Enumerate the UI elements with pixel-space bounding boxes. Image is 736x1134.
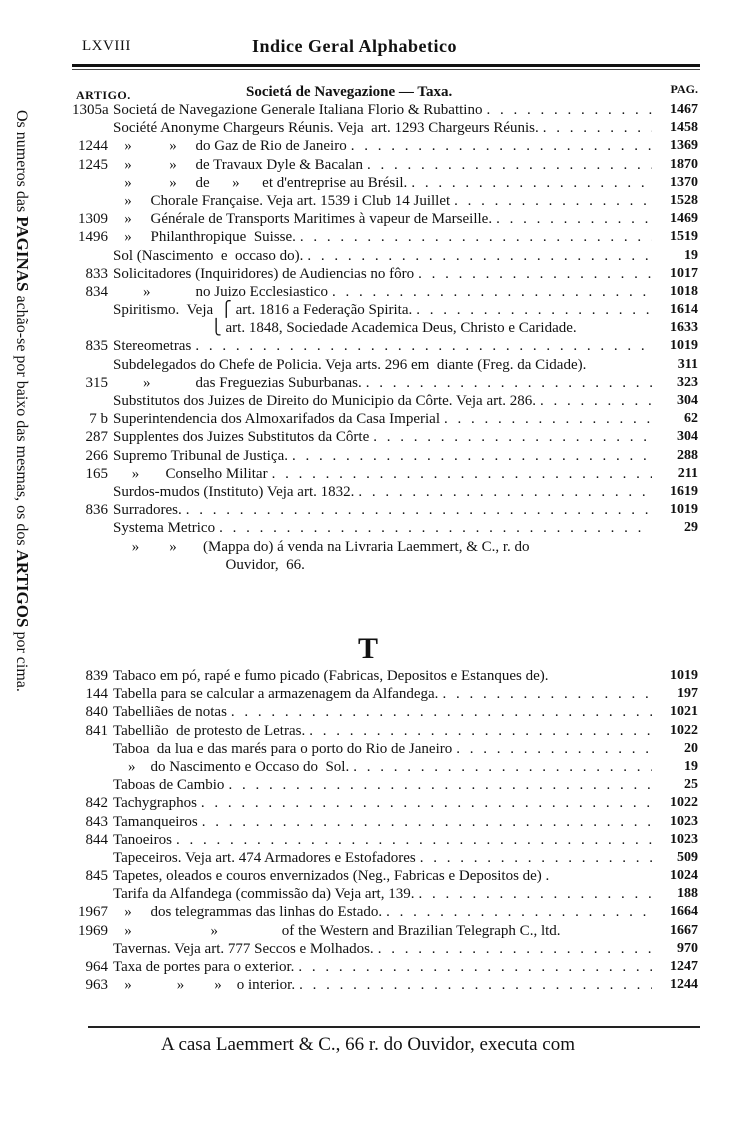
page-number: 1023 (670, 831, 698, 847)
dot-leader (411, 174, 652, 192)
side-note (13, 110, 32, 980)
dot-leader (456, 740, 652, 758)
dot-leader (373, 428, 652, 446)
index-entry (72, 356, 698, 374)
index-entry (72, 538, 698, 556)
page-number: 288 (677, 447, 698, 463)
entry-text: Tarifa da Alfandega (commissão da) Veja art, 139. (113, 886, 415, 903)
entry-text: Superintendencia dos Almoxarifados da Casa Imperial (113, 411, 440, 428)
side-note-text-3: por cima. (13, 627, 30, 692)
page-number: 304 (677, 393, 698, 408)
article-number: 1244 (78, 138, 108, 155)
index-entry (72, 501, 698, 519)
article-number: 315 (85, 374, 108, 391)
page-number: 1369 (670, 138, 698, 154)
page-number: 29 (684, 520, 698, 536)
dot-leader (305, 556, 656, 574)
entry-text: » » of the Western and Brazilian Telegraph C., ltd. (113, 922, 561, 939)
entry-text: » » de Travaux Dyle & Bacalan (113, 156, 363, 173)
article-number: 840 (85, 704, 108, 721)
page-number: 1469 (670, 211, 698, 227)
index-entry (72, 849, 698, 867)
article-number (72, 776, 113, 794)
page-number: 19 (684, 247, 698, 263)
article-number (72, 356, 113, 374)
page-number: 1870 (670, 156, 698, 172)
entry-text: » Philanthropique Suisse. (113, 229, 296, 246)
entry-text: » » » o interior. (113, 977, 296, 994)
dot-leader (351, 137, 652, 155)
dot-leader (496, 210, 652, 228)
article-number (72, 247, 113, 265)
article-number (72, 538, 113, 556)
article-number (72, 940, 113, 958)
entry-text: » » do Gaz de Rio de Janeiro (113, 138, 347, 155)
entry-text: Substitutos dos Juizes de Direito do Municipio da Côrte. Veja art. 286. (113, 393, 537, 409)
article-number: 844 (85, 831, 108, 848)
side-note-paginas: PAGINAS (13, 216, 32, 292)
index-entry (72, 776, 698, 794)
page-number: 1019 (670, 338, 698, 354)
index-entry (72, 174, 698, 192)
article-number: 1309 (78, 211, 108, 228)
index-entry (72, 940, 698, 958)
index-entry (72, 319, 698, 337)
dot-leader (231, 703, 652, 721)
entry-text: Taboa da lua e das marés para o porto do Rio de Janeiro (113, 740, 453, 757)
page-number: 1664 (670, 904, 698, 920)
article-number (72, 119, 113, 137)
article-number (72, 849, 113, 867)
page-number: 304 (677, 429, 698, 445)
section-letter: T (357, 632, 378, 665)
side-note-text-2: achão-se por baixo das mesmas, os dos (13, 291, 30, 550)
dot-leader (176, 831, 652, 849)
entry-text: Sol (Nascimento e occaso do). (113, 247, 304, 264)
page-folio: LXVIII (82, 38, 131, 54)
entry-text: Supremo Tribunal de Justiça. (113, 447, 288, 464)
page-number: 1667 (670, 922, 698, 938)
dot-leader (309, 722, 652, 740)
index-entry (72, 903, 698, 921)
page-number: 1528 (670, 192, 698, 208)
index-entry (72, 740, 698, 758)
dot-leader (272, 465, 652, 483)
index-entry (72, 831, 698, 849)
page-number (656, 538, 698, 556)
page-number: 1024 (670, 868, 698, 884)
index-entry (72, 247, 698, 265)
section-heading: Societá de Navegazione — Taxa. (246, 84, 453, 100)
index-entry (72, 703, 698, 721)
article-number: 1496 (78, 229, 108, 246)
entry-text: » no Juizo Ecclesiastico (113, 283, 328, 300)
article-number (72, 174, 113, 192)
entry-text: » » de » et d'entreprise au Brésil. (113, 174, 408, 191)
article-number: 839 (85, 668, 108, 684)
entry-text: Taboas de Cambio (113, 777, 225, 794)
dot-leader (378, 940, 652, 958)
running-header (82, 36, 700, 60)
entry-text: Tabaco em pó, rapé e fumo picado (Fabricas, Depositos e Estanques de). (113, 668, 549, 684)
index-entry (72, 228, 698, 246)
dot-leader (299, 976, 652, 994)
page-number: 1019 (670, 502, 698, 518)
article-number (72, 556, 113, 574)
article-number: 7 b (89, 411, 108, 428)
entry-text: » das Freguezias Suburbanas. (113, 374, 362, 391)
entry-text: Surradores. (113, 502, 182, 519)
entry-text: Tavernas. Veja art. 777 Seccos e Molhados. (113, 940, 374, 957)
page-number: 1022 (670, 722, 698, 738)
article-number: 836 (85, 502, 108, 519)
entry-text: Societá de Navegazione Generale Italiana Florio & Rubattino (113, 102, 483, 118)
page-number: 211 (677, 465, 698, 481)
page-number: 1021 (670, 704, 698, 720)
article-number: 834 (85, 283, 108, 300)
index-entry (72, 722, 698, 740)
dot-leader (332, 283, 652, 301)
article-number: 144 (85, 686, 108, 703)
page-number: 1019 (670, 668, 698, 683)
artigo-column-header: ARTIGO. (76, 88, 131, 102)
dot-leader (454, 192, 652, 210)
dot-leader (416, 301, 652, 319)
index-entry (72, 958, 698, 976)
dot-leader (367, 156, 652, 174)
index-entry (72, 374, 698, 392)
article-number: 1305a (72, 102, 109, 118)
index-entry (72, 867, 698, 885)
entry-text: Tabellião de protesto de Letras. (113, 722, 306, 739)
dot-leader (353, 758, 652, 776)
index-entry (72, 156, 698, 174)
entry-text: Tapetes, oleados e couros envernizados (Neg., Fabricas e Depositos de) . (113, 868, 550, 885)
page-number: 1022 (670, 795, 698, 811)
dot-leader (418, 885, 652, 903)
dot-leader (549, 867, 656, 885)
article-number: 845 (85, 868, 108, 885)
article-number (72, 192, 113, 210)
dot-leader (366, 374, 652, 392)
article-number (72, 483, 113, 501)
index-entry (72, 465, 698, 483)
entry-text: Spiritismo. Veja ⎧ art. 1816 a Federação Spirita. (113, 302, 413, 319)
article-number: 833 (85, 265, 108, 282)
dot-leader (561, 922, 656, 940)
article-number: 964 (85, 959, 108, 975)
article-number (72, 319, 113, 337)
entry-text: Solicitadores (Inquiridores) de Audiencias no fôro (113, 265, 415, 282)
index-entry (72, 301, 698, 319)
dot-leader (444, 410, 652, 428)
dot-leader (548, 667, 656, 685)
entry-text: » do Nascimento e Occaso do Sol. (113, 758, 350, 775)
index-entry (72, 410, 698, 428)
dot-leader (586, 356, 656, 374)
dot-leader (228, 776, 652, 794)
dot-leader (386, 903, 652, 921)
article-number (72, 740, 113, 758)
dot-leader (298, 958, 652, 976)
entry-text: Tachygraphos (113, 795, 197, 812)
entry-text: Société Anonyme Chargeurs Réunis. Veja art. 1293 Chargeurs Réunis. (113, 120, 539, 137)
entry-text: » » (Mappa do) á venda na Livraria Laemmert, & C., r. do (113, 538, 530, 555)
entry-text: Taxa de portes para o exterior. (113, 959, 295, 975)
index-list-s (72, 101, 698, 574)
entry-text: ⎩ art. 1848, Sociedade Academica Deus, Christo e Caridade. (113, 320, 577, 337)
article-number: 835 (85, 338, 108, 355)
dot-leader (486, 101, 652, 119)
article-number: 165 (85, 465, 108, 482)
entry-text: » Conselho Militar (113, 465, 268, 482)
article-number: 841 (85, 722, 108, 739)
index-entry (72, 101, 698, 119)
index-entry (72, 119, 698, 137)
entry-text: Ouvidor, 66. (113, 556, 305, 573)
article-number (72, 301, 113, 319)
page-title: Indice Geral Alphabetico (252, 36, 457, 56)
page-number: 1519 (670, 229, 698, 245)
footer-advert: A casa Laemmert & C., 66 r. do Ouvidor, executa com (161, 1034, 575, 1055)
page-number (656, 556, 698, 574)
index-entry (72, 885, 698, 903)
page-number: 25 (684, 777, 698, 793)
page-number: 970 (677, 940, 698, 956)
side-note-text-1: Os numeros das (13, 110, 30, 217)
article-number: 842 (85, 795, 108, 812)
index-entry (72, 210, 698, 228)
entry-text: Tapeceiros. Veja art. 474 Armadores e Estofadores (113, 849, 416, 866)
index-entry (72, 758, 698, 776)
dot-leader (577, 319, 656, 337)
entry-text: Tabella para se calcular a armazenagem da Alfandega. (113, 686, 439, 703)
index-entry (72, 667, 698, 685)
index-entry (72, 447, 698, 465)
index-entry (72, 428, 698, 446)
entry-text: » dos telegrammas das linhas do Estado. (113, 904, 383, 921)
index-entry (72, 685, 698, 703)
side-note-artigos: ARTIGOS (13, 549, 32, 628)
entry-text: » Générale de Transports Maritimes à vapeur de Marseille. (113, 211, 493, 228)
entry-text: Stereometras (113, 338, 192, 355)
index-entry (72, 337, 698, 355)
index-entry (72, 483, 698, 501)
page-number: 1017 (670, 265, 698, 281)
article-number (72, 758, 113, 776)
page-number: 1458 (670, 120, 698, 136)
article-number (72, 885, 113, 903)
index-entry (72, 192, 698, 210)
article-number: 1969 (78, 922, 108, 939)
dot-leader (300, 228, 652, 246)
index-entry (72, 976, 698, 994)
index-list-t (72, 667, 698, 994)
article-number: 843 (85, 813, 108, 830)
index-entry (72, 265, 698, 283)
article-number: 1245 (78, 156, 108, 173)
dot-leader (201, 794, 652, 812)
entry-text: Subdelegados do Chefe de Policia. Veja arts. 296 em diante (Freg. da Cidade). (113, 356, 587, 373)
article-number: 1967 (78, 904, 108, 921)
page-number: 1018 (670, 283, 698, 299)
dot-leader (202, 813, 652, 831)
dot-leader (186, 501, 652, 519)
article-number: 266 (85, 447, 108, 464)
dot-leader (540, 392, 652, 410)
page-number: 20 (684, 740, 698, 756)
entry-text: » Chorale Française. Veja art. 1539 i Club 14 Juillet (113, 192, 451, 209)
entry-text: Supplentes dos Juizes Substitutos da Côrte (113, 429, 370, 446)
page-number: 1370 (670, 174, 698, 190)
article-number: 287 (85, 429, 108, 446)
dot-leader (543, 119, 652, 137)
page-number: 1614 (670, 302, 698, 318)
dot-leader (530, 538, 656, 556)
index-entry (72, 392, 698, 410)
index-entry (72, 283, 698, 301)
page-number: 323 (677, 374, 698, 390)
header-rule (72, 64, 700, 67)
page-number: 19 (684, 758, 698, 774)
page-number: 1619 (670, 483, 698, 499)
index-entry (72, 794, 698, 812)
dot-leader (418, 265, 652, 283)
page-number: 311 (677, 356, 698, 372)
entry-text: Tamanqueiros (113, 813, 198, 830)
pag-column-header: PAG. (670, 82, 698, 96)
index-entry (72, 556, 698, 574)
dot-leader (195, 337, 652, 355)
index-entry (72, 922, 698, 940)
dot-leader (420, 849, 652, 867)
dot-leader (358, 483, 652, 501)
page-number: 1467 (670, 102, 698, 117)
index-entry (72, 519, 698, 537)
article-number (72, 519, 113, 537)
article-number (72, 392, 113, 410)
entry-text: Tanoeiros (113, 831, 172, 848)
page-number: 1633 (670, 320, 698, 336)
page-number: 509 (677, 849, 698, 865)
index-entry (72, 813, 698, 831)
footer-rule (88, 1026, 700, 1028)
header-rule-thin (72, 69, 700, 70)
page-number: 1247 (670, 959, 698, 974)
entry-text: Surdos-mudos (Instituto) Veja art. 1832. (113, 483, 355, 500)
entry-text: Systema Metrico (113, 520, 216, 537)
entry-text: Tabelliães de notas (113, 704, 227, 721)
page-number: 188 (677, 886, 698, 902)
page-number: 62 (684, 411, 698, 427)
page-number: 197 (677, 686, 698, 702)
dot-leader (219, 519, 652, 537)
article-number: 963 (85, 977, 108, 994)
dot-leader (307, 247, 652, 265)
page-number: 1023 (670, 813, 698, 829)
dot-leader (442, 685, 652, 703)
page-number: 1244 (670, 977, 698, 993)
dot-leader (292, 447, 652, 465)
index-entry (72, 137, 698, 155)
